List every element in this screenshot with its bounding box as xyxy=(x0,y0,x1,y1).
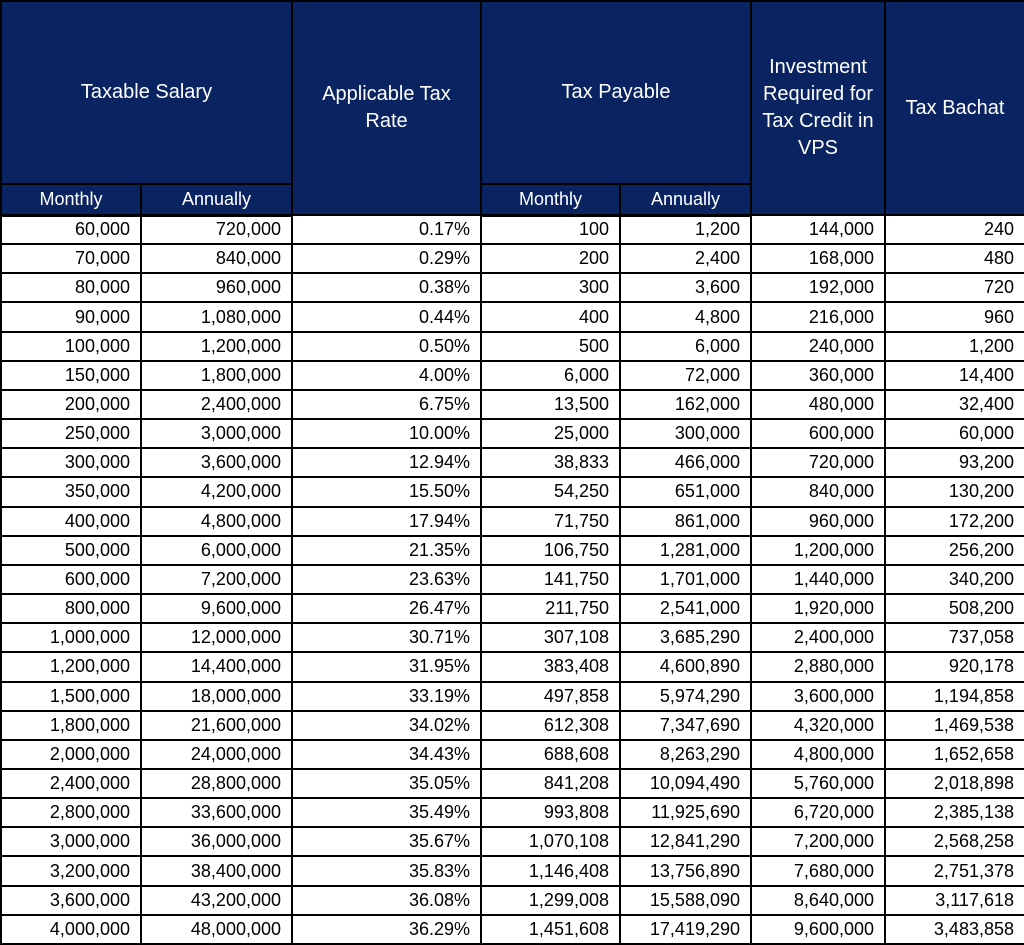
table-cell: 2,568,258 xyxy=(885,827,1024,856)
table-row xyxy=(1,419,1024,448)
table-cell: 28,800,000 xyxy=(141,769,292,798)
table-cell: 32,400 xyxy=(885,390,1024,419)
table-cell: 4,600,890 xyxy=(620,652,751,681)
table-cell: 17,419,290 xyxy=(620,915,751,944)
table-cell: 12,000,000 xyxy=(141,623,292,652)
table-cell: 36,000,000 xyxy=(141,827,292,856)
table-cell: 6,000,000 xyxy=(141,536,292,565)
table-cell: 737,058 xyxy=(885,623,1024,652)
table-cell: 300,000 xyxy=(1,448,141,477)
table-cell: 350,000 xyxy=(1,477,141,506)
table-cell: 2,400,000 xyxy=(141,390,292,419)
header-row-groups xyxy=(1,1,1024,184)
table-cell: 1,146,408 xyxy=(481,856,620,885)
subheader-tax-payable-monthly: Monthly xyxy=(481,184,620,215)
table-cell: 25,000 xyxy=(481,419,620,448)
table-cell: 1,652,658 xyxy=(885,740,1024,769)
table-cell: 2,541,000 xyxy=(620,594,751,623)
table-cell: 30.71% xyxy=(292,623,481,652)
table-row xyxy=(1,740,1024,769)
table-cell: 35.67% xyxy=(292,827,481,856)
table-cell: 216,000 xyxy=(751,302,885,331)
table-cell: 340,200 xyxy=(885,565,1024,594)
table-cell: 14,400,000 xyxy=(141,652,292,681)
table-row xyxy=(1,915,1024,944)
table-cell: 508,200 xyxy=(885,594,1024,623)
table-cell: 90,000 xyxy=(1,302,141,331)
table-cell: 651,000 xyxy=(620,477,751,506)
table-cell: 14,400 xyxy=(885,361,1024,390)
table-cell: 2,018,898 xyxy=(885,769,1024,798)
table-cell: 7,200,000 xyxy=(141,565,292,594)
header-taxable-salary: Taxable Salary xyxy=(1,1,292,184)
table-cell: 4,800,000 xyxy=(751,740,885,769)
table-cell: 100 xyxy=(481,215,620,244)
table-cell: 2,880,000 xyxy=(751,652,885,681)
table-cell: 0.17% xyxy=(292,215,481,244)
table-cell: 1,200,000 xyxy=(141,332,292,361)
table-cell: 10,094,490 xyxy=(620,769,751,798)
table-cell: 6,000 xyxy=(481,361,620,390)
header-tax-payable: Tax Payable xyxy=(481,1,751,184)
table-row xyxy=(1,448,1024,477)
table-cell: 3,000,000 xyxy=(141,419,292,448)
table-cell: 60,000 xyxy=(885,419,1024,448)
table-cell: 15.50% xyxy=(292,477,481,506)
table-cell: 36.29% xyxy=(292,915,481,944)
table-cell: 24,000,000 xyxy=(141,740,292,769)
table-cell: 920,178 xyxy=(885,652,1024,681)
table-cell: 960,000 xyxy=(751,507,885,536)
table-cell: 15,588,090 xyxy=(620,886,751,915)
table-cell: 34.43% xyxy=(292,740,481,769)
table-cell: 3,685,290 xyxy=(620,623,751,652)
table-cell: 0.44% xyxy=(292,302,481,331)
table-cell: 720 xyxy=(885,273,1024,302)
table-row xyxy=(1,682,1024,711)
table-cell: 688,608 xyxy=(481,740,620,769)
table-cell: 21.35% xyxy=(292,536,481,565)
table-cell: 33.19% xyxy=(292,682,481,711)
table-cell: 307,108 xyxy=(481,623,620,652)
subheader-taxable-salary-monthly: Monthly xyxy=(1,184,141,215)
table-cell: 33,600,000 xyxy=(141,798,292,827)
table-cell: 250,000 xyxy=(1,419,141,448)
table-cell: 1,200,000 xyxy=(1,652,141,681)
table-row xyxy=(1,769,1024,798)
table-cell: 70,000 xyxy=(1,244,141,273)
table-cell: 256,200 xyxy=(885,536,1024,565)
table-cell: 3,600,000 xyxy=(751,682,885,711)
table-row xyxy=(1,798,1024,827)
table-cell: 400 xyxy=(481,302,620,331)
table-cell: 8,263,290 xyxy=(620,740,751,769)
table-cell: 840,000 xyxy=(141,244,292,273)
table-cell: 12,841,290 xyxy=(620,827,751,856)
table-cell: 6.75% xyxy=(292,390,481,419)
table-cell: 9,600,000 xyxy=(141,594,292,623)
table-cell: 1,440,000 xyxy=(751,565,885,594)
table-cell: 1,920,000 xyxy=(751,594,885,623)
table-cell: 60,000 xyxy=(1,215,141,244)
table-cell: 17.94% xyxy=(292,507,481,536)
table-row xyxy=(1,361,1024,390)
header-investment-required-vps: Investment Required for Tax Credit in VPS xyxy=(751,1,885,215)
table-cell: 106,750 xyxy=(481,536,620,565)
table-cell: 861,000 xyxy=(620,507,751,536)
table-cell: 840,000 xyxy=(751,477,885,506)
table-row xyxy=(1,273,1024,302)
table-cell: 35.05% xyxy=(292,769,481,798)
table-cell: 2,400 xyxy=(620,244,751,273)
table-cell: 21,600,000 xyxy=(141,711,292,740)
table-cell: 720,000 xyxy=(751,448,885,477)
table-row xyxy=(1,215,1024,244)
table-row xyxy=(1,536,1024,565)
table-cell: 200,000 xyxy=(1,390,141,419)
table-cell: 4,000,000 xyxy=(1,915,141,944)
table-cell: 300 xyxy=(481,273,620,302)
table-cell: 3,483,858 xyxy=(885,915,1024,944)
table-cell: 1,299,008 xyxy=(481,886,620,915)
table-cell: 172,200 xyxy=(885,507,1024,536)
table-cell: 3,600,000 xyxy=(141,448,292,477)
table-cell: 800,000 xyxy=(1,594,141,623)
table-cell: 38,400,000 xyxy=(141,856,292,885)
table-cell: 13,500 xyxy=(481,390,620,419)
table-cell: 5,760,000 xyxy=(751,769,885,798)
table-cell: 3,600 xyxy=(620,273,751,302)
table-cell: 100,000 xyxy=(1,332,141,361)
table-row xyxy=(1,565,1024,594)
table-row xyxy=(1,507,1024,536)
table-cell: 192,000 xyxy=(751,273,885,302)
table-cell: 150,000 xyxy=(1,361,141,390)
table-cell: 2,751,378 xyxy=(885,856,1024,885)
table-cell: 54,250 xyxy=(481,477,620,506)
table-cell: 1,000,000 xyxy=(1,623,141,652)
table-cell: 1,070,108 xyxy=(481,827,620,856)
table-cell: 2,385,138 xyxy=(885,798,1024,827)
table-cell: 1,469,538 xyxy=(885,711,1024,740)
table-cell: 1,451,608 xyxy=(481,915,620,944)
table-row xyxy=(1,652,1024,681)
table-cell: 26.47% xyxy=(292,594,481,623)
table-cell: 720,000 xyxy=(141,215,292,244)
table-cell: 7,200,000 xyxy=(751,827,885,856)
table-cell: 10.00% xyxy=(292,419,481,448)
table-cell: 144,000 xyxy=(751,215,885,244)
table-cell: 7,347,690 xyxy=(620,711,751,740)
table-cell: 4,800,000 xyxy=(141,507,292,536)
table-cell: 2,000,000 xyxy=(1,740,141,769)
table-row xyxy=(1,390,1024,419)
table-cell: 6,720,000 xyxy=(751,798,885,827)
table-body xyxy=(1,215,1024,944)
table-cell: 3,200,000 xyxy=(1,856,141,885)
subheader-tax-payable-annually: Annually xyxy=(620,184,751,215)
table-cell: 1,500,000 xyxy=(1,682,141,711)
table-cell: 500,000 xyxy=(1,536,141,565)
table-cell: 0.29% xyxy=(292,244,481,273)
table-row xyxy=(1,477,1024,506)
table-row xyxy=(1,856,1024,885)
table-cell: 35.83% xyxy=(292,856,481,885)
table-cell: 4.00% xyxy=(292,361,481,390)
table-cell: 18,000,000 xyxy=(141,682,292,711)
subheader-taxable-salary-annually: Annually xyxy=(141,184,292,215)
table-header xyxy=(1,1,1024,215)
table-row xyxy=(1,886,1024,915)
table-cell: 1,194,858 xyxy=(885,682,1024,711)
table-cell: 162,000 xyxy=(620,390,751,419)
table-cell: 1,200 xyxy=(885,332,1024,361)
table-cell: 500 xyxy=(481,332,620,361)
table-cell: 2,400,000 xyxy=(751,623,885,652)
table-cell: 80,000 xyxy=(1,273,141,302)
table-cell: 612,308 xyxy=(481,711,620,740)
table-cell: 1,701,000 xyxy=(620,565,751,594)
table-cell: 9,600,000 xyxy=(751,915,885,944)
table-cell: 2,800,000 xyxy=(1,798,141,827)
table-cell: 1,800,000 xyxy=(1,711,141,740)
table-cell: 1,281,000 xyxy=(620,536,751,565)
table-cell: 35.49% xyxy=(292,798,481,827)
table-cell: 960,000 xyxy=(141,273,292,302)
table-cell: 360,000 xyxy=(751,361,885,390)
table-row xyxy=(1,827,1024,856)
table-cell: 34.02% xyxy=(292,711,481,740)
table-cell: 993,808 xyxy=(481,798,620,827)
table-cell: 71,750 xyxy=(481,507,620,536)
table-row xyxy=(1,332,1024,361)
table-cell: 48,000,000 xyxy=(141,915,292,944)
table-cell: 3,600,000 xyxy=(1,886,141,915)
table-cell: 36.08% xyxy=(292,886,481,915)
table-cell: 240 xyxy=(885,215,1024,244)
table-cell: 400,000 xyxy=(1,507,141,536)
table-cell: 1,080,000 xyxy=(141,302,292,331)
table-cell: 3,117,618 xyxy=(885,886,1024,915)
table-row xyxy=(1,244,1024,273)
table-cell: 6,000 xyxy=(620,332,751,361)
table-cell: 497,858 xyxy=(481,682,620,711)
table-cell: 5,974,290 xyxy=(620,682,751,711)
table-row xyxy=(1,594,1024,623)
table-cell: 0.50% xyxy=(292,332,481,361)
table-cell: 480,000 xyxy=(751,390,885,419)
table-cell: 43,200,000 xyxy=(141,886,292,915)
table-cell: 130,200 xyxy=(885,477,1024,506)
table-cell: 11,925,690 xyxy=(620,798,751,827)
table-cell: 31.95% xyxy=(292,652,481,681)
table-cell: 8,640,000 xyxy=(751,886,885,915)
table-cell: 1,200 xyxy=(620,215,751,244)
table-cell: 141,750 xyxy=(481,565,620,594)
header-tax-bachat: Tax Bachat xyxy=(885,1,1024,215)
table-cell: 960 xyxy=(885,302,1024,331)
table-cell: 600,000 xyxy=(751,419,885,448)
table-cell: 300,000 xyxy=(620,419,751,448)
table-cell: 1,200,000 xyxy=(751,536,885,565)
table-cell: 72,000 xyxy=(620,361,751,390)
table-cell: 93,200 xyxy=(885,448,1024,477)
table-cell: 240,000 xyxy=(751,332,885,361)
table-cell: 23.63% xyxy=(292,565,481,594)
table-cell: 600,000 xyxy=(1,565,141,594)
table-cell: 1,800,000 xyxy=(141,361,292,390)
table-cell: 7,680,000 xyxy=(751,856,885,885)
table-cell: 0.38% xyxy=(292,273,481,302)
table-cell: 4,320,000 xyxy=(751,711,885,740)
table-cell: 3,000,000 xyxy=(1,827,141,856)
table-cell: 211,750 xyxy=(481,594,620,623)
table-cell: 168,000 xyxy=(751,244,885,273)
table-cell: 841,208 xyxy=(481,769,620,798)
table-cell: 38,833 xyxy=(481,448,620,477)
table-cell: 4,200,000 xyxy=(141,477,292,506)
table-cell: 466,000 xyxy=(620,448,751,477)
table-row xyxy=(1,623,1024,652)
table-cell: 383,408 xyxy=(481,652,620,681)
table-cell: 12.94% xyxy=(292,448,481,477)
table-row xyxy=(1,711,1024,740)
table-row xyxy=(1,302,1024,331)
table-cell: 480 xyxy=(885,244,1024,273)
table-cell: 2,400,000 xyxy=(1,769,141,798)
header-applicable-tax-rate: Applicable Tax Rate xyxy=(292,1,481,215)
table-cell: 200 xyxy=(481,244,620,273)
table-cell: 4,800 xyxy=(620,302,751,331)
table-cell: 13,756,890 xyxy=(620,856,751,885)
